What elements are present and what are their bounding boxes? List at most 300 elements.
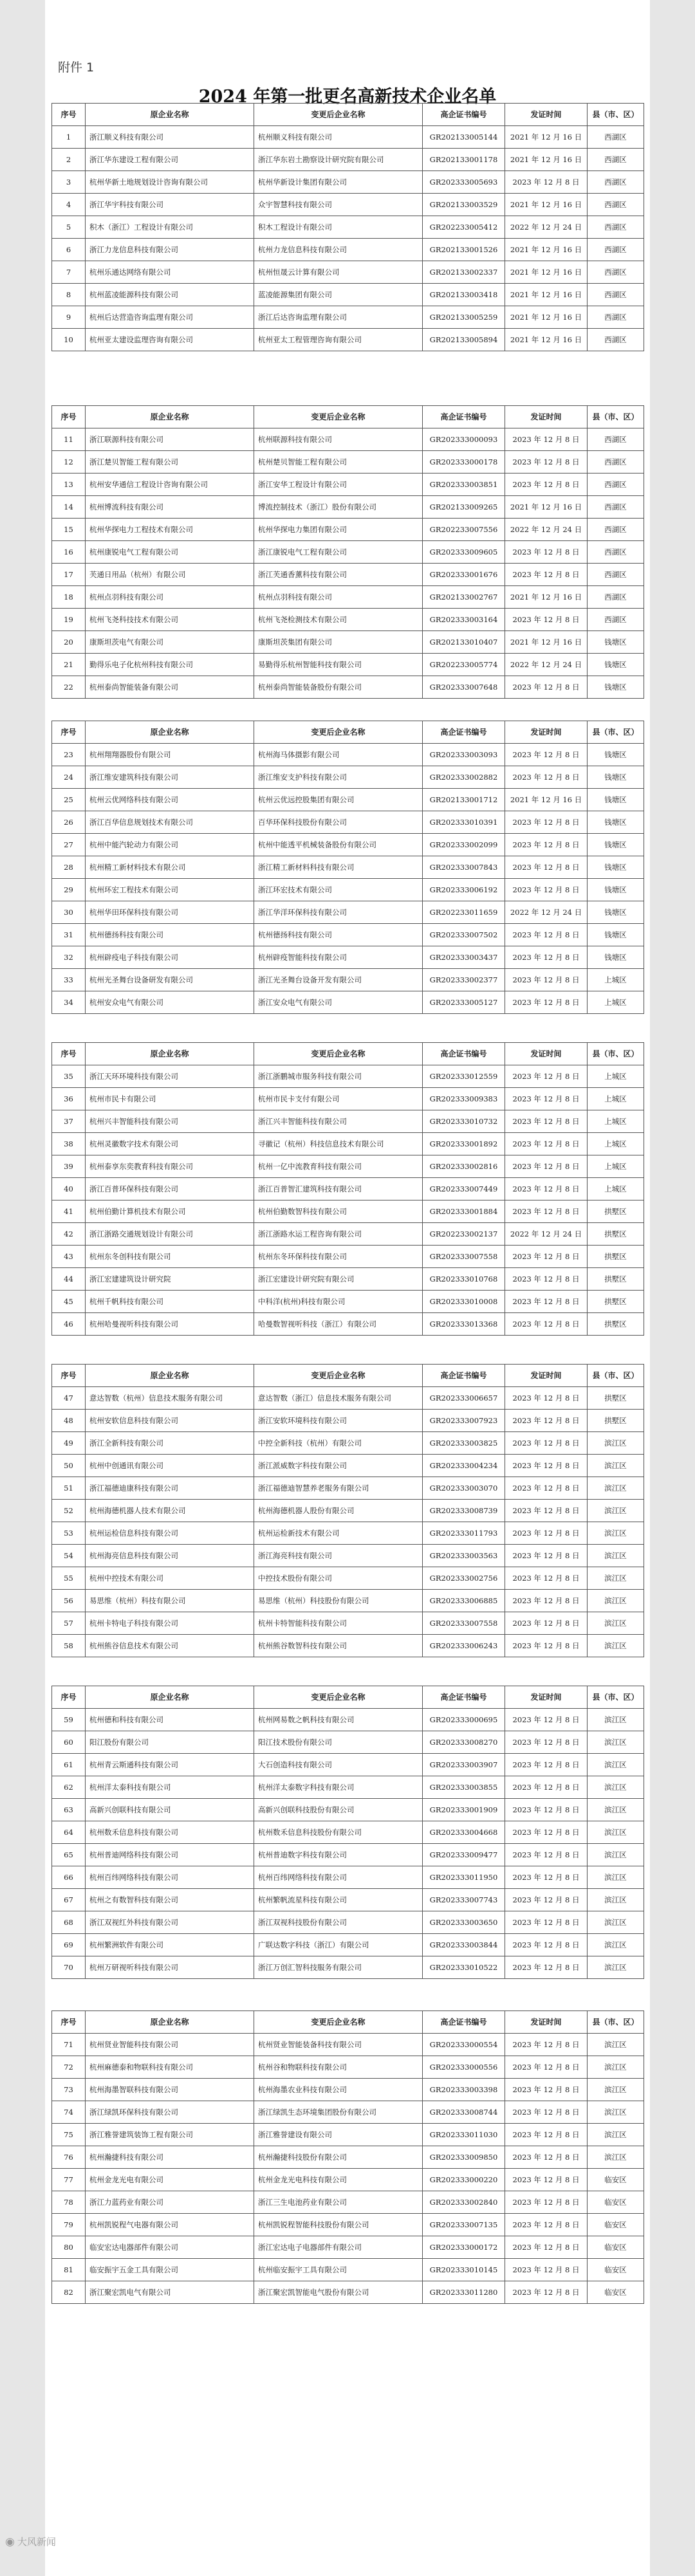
cell-new-name: 浙江兴丰智能科技有限公司 [254, 1110, 423, 1133]
cell-region: 西湖区 [588, 428, 644, 451]
cell-original-name: 杭州康锐电气工程有限公司 [86, 541, 254, 564]
table-row [52, 541, 644, 564]
cell-new-name: 易勤得乐杭州智能科技有限公司 [254, 654, 423, 676]
table-row [52, 1635, 644, 1657]
cell-seq: 52 [52, 1500, 86, 1522]
cell-issue-date: 2023 年 12 月 8 日 [505, 2056, 588, 2079]
cell-new-name: 浙江双视科技股份有限公司 [254, 1911, 423, 1934]
cell-new-name: 杭州辟疫智能科技有限公司 [254, 946, 423, 969]
cell-original-name: 浙江雅誉建筑装饰工程有限公司 [86, 2124, 254, 2146]
cell-original-name: 浙江福德迪康科技有限公司 [86, 1477, 254, 1500]
cell-issue-date: 2023 年 12 月 8 日 [505, 1291, 588, 1313]
header-seq: 序号 [52, 406, 86, 428]
cell-seq: 43 [52, 1246, 86, 1268]
header-seq: 序号 [52, 1365, 86, 1387]
cell-issue-date: 2023 年 12 月 8 日 [505, 969, 588, 991]
table-row [52, 171, 644, 194]
table-row [52, 2124, 644, 2146]
table-row [52, 654, 644, 676]
table-row [52, 1088, 644, 1110]
cell-seq: 32 [52, 946, 86, 969]
cell-issue-date: 2023 年 12 月 8 日 [505, 1612, 588, 1635]
table-row [52, 1522, 644, 1545]
cell-new-name: 易思维（杭州）科技股份有限公司 [254, 1590, 423, 1612]
cell-seq: 44 [52, 1268, 86, 1291]
cell-cert-no: GR202333000093 [423, 428, 505, 451]
cell-seq: 2 [52, 149, 86, 171]
cell-issue-date: 2023 年 12 月 8 日 [505, 946, 588, 969]
cell-original-name: 杭州伯勤计算机技术有限公司 [86, 1201, 254, 1223]
company-table [51, 1686, 644, 1979]
cell-seq: 46 [52, 1313, 86, 1336]
cell-region: 钱塘区 [588, 631, 644, 654]
cell-new-name: 浙江绿凯生态环境集团股份有限公司 [254, 2101, 423, 2124]
cell-cert-no: GR202333006885 [423, 1590, 505, 1612]
cell-cert-no: GR202233002137 [423, 1223, 505, 1246]
cell-original-name: 浙江天环环境科技有限公司 [86, 1065, 254, 1088]
cell-original-name: 杭州亚太建设监理咨询有限公司 [86, 329, 254, 351]
cell-original-name: 芙通日用品（杭州）有限公司 [86, 564, 254, 586]
cell-new-name: 浙江宏达电子电器部件有限公司 [254, 2236, 423, 2259]
cell-issue-date: 2023 年 12 月 8 日 [505, 834, 588, 856]
company-table [51, 721, 644, 1014]
cell-original-name: 浙江绿凯环保科技有限公司 [86, 2101, 254, 2124]
cell-seq: 24 [52, 766, 86, 789]
header-cert-no: 高企证书编号 [423, 1686, 505, 1709]
cell-seq: 69 [52, 1934, 86, 1956]
cell-new-name: 杭州洋太泰数字科技有限公司 [254, 1776, 423, 1799]
cell-cert-no: GR202333010008 [423, 1291, 505, 1313]
cell-original-name: 积木（浙江）工程设计有限公司 [86, 216, 254, 239]
header-seq: 序号 [52, 1686, 86, 1709]
cell-issue-date: 2023 年 12 月 8 日 [505, 1201, 588, 1223]
cell-cert-no: GR202333007923 [423, 1410, 505, 1432]
cell-seq: 75 [52, 2124, 86, 2146]
cell-cert-no: GR202333003437 [423, 946, 505, 969]
table-row [52, 1268, 644, 1291]
cell-region: 西湖区 [588, 284, 644, 306]
table-row [52, 149, 644, 171]
cell-issue-date: 2023 年 12 月 8 日 [505, 744, 588, 766]
table-row [52, 1133, 644, 1155]
cell-seq: 12 [52, 451, 86, 474]
cell-new-name: 浙江万创汇智科技服务有限公司 [254, 1956, 423, 1979]
cell-region: 滨江区 [588, 2101, 644, 2124]
cell-original-name: 杭州普迪网络科技有限公司 [86, 1844, 254, 1866]
cell-cert-no: GR202333009605 [423, 541, 505, 564]
cell-region: 钱塘区 [588, 856, 644, 879]
cell-cert-no: GR202333011793 [423, 1522, 505, 1545]
cell-cert-no: GR202333010391 [423, 811, 505, 834]
header-issue-date: 发证时间 [505, 2011, 588, 2034]
cell-seq: 19 [52, 609, 86, 631]
cell-cert-no: GR202133003529 [423, 194, 505, 216]
cell-region: 滨江区 [588, 1799, 644, 1821]
table-header-row [52, 1365, 644, 1387]
table-row [52, 1567, 644, 1590]
header-region: 县（市、区） [588, 1043, 644, 1065]
cell-issue-date: 2023 年 12 月 8 日 [505, 2214, 588, 2236]
cell-new-name: 百华环保科技股份有限公司 [254, 811, 423, 834]
cell-new-name: 杭州一亿中流教育科技有限公司 [254, 1155, 423, 1178]
header-cert-no: 高企证书编号 [423, 1365, 505, 1387]
table-row [52, 744, 644, 766]
cell-new-name: 浙江精工新材料科技有限公司 [254, 856, 423, 879]
table-row [52, 924, 644, 946]
cell-original-name: 浙江顺义科技有限公司 [86, 126, 254, 149]
cell-original-name: 杭州兴丰智能科技有限公司 [86, 1110, 254, 1133]
table-row [52, 194, 644, 216]
cell-seq: 3 [52, 171, 86, 194]
cell-issue-date: 2023 年 12 月 8 日 [505, 856, 588, 879]
cell-issue-date: 2023 年 12 月 8 日 [505, 2281, 588, 2304]
cell-issue-date: 2023 年 12 月 8 日 [505, 1821, 588, 1844]
cell-new-name: 浙江环宏技术有限公司 [254, 879, 423, 901]
table-row [52, 2056, 644, 2079]
cell-issue-date: 2023 年 12 月 8 日 [505, 1567, 588, 1590]
watermark-logo-icon: ◉ [5, 2535, 15, 2548]
cell-new-name: 杭州凯锐程智能科技股份有限公司 [254, 2214, 423, 2236]
header-region: 县（市、区） [588, 1365, 644, 1387]
cell-region: 滨江区 [588, 1956, 644, 1979]
cell-region: 临安区 [588, 2281, 644, 2304]
cell-region: 西湖区 [588, 474, 644, 496]
cell-seq: 35 [52, 1065, 86, 1088]
cell-seq: 73 [52, 2079, 86, 2101]
table-row [52, 2236, 644, 2259]
cell-region: 上城区 [588, 991, 644, 1014]
cell-region: 滨江区 [588, 1889, 644, 1911]
cell-seq: 16 [52, 541, 86, 564]
document-title: 2024 年第一批更名高新技术企业名单 [198, 87, 497, 107]
cell-cert-no: GR202333001676 [423, 564, 505, 586]
cell-new-name: 杭州瀚捷科技股份有限公司 [254, 2146, 423, 2169]
cell-new-name: 广联达数字科技（浙江）有限公司 [254, 1934, 423, 1956]
table-row [52, 1776, 644, 1799]
cell-region: 钱塘区 [588, 744, 644, 766]
cell-region: 滨江区 [588, 1612, 644, 1635]
cell-region: 临安区 [588, 2259, 644, 2281]
cell-cert-no: GR202133001712 [423, 789, 505, 811]
header-issue-date: 发证时间 [505, 104, 588, 126]
table-row [52, 1432, 644, 1455]
cell-cert-no: GR202333007135 [423, 2214, 505, 2236]
header-region: 县（市、区） [588, 406, 644, 428]
cell-new-name: 杭州市民卡支付有限公司 [254, 1088, 423, 1110]
cell-original-name: 杭州卡特电子科技有限公司 [86, 1612, 254, 1635]
cell-region: 滨江区 [588, 2124, 644, 2146]
cell-region: 拱墅区 [588, 1223, 644, 1246]
cell-issue-date: 2021 年 12 月 16 日 [505, 306, 588, 329]
cell-seq: 53 [52, 1522, 86, 1545]
cell-seq: 58 [52, 1635, 86, 1657]
cell-cert-no: GR202333005127 [423, 991, 505, 1014]
cell-new-name: 阳江技术股份有限公司 [254, 1731, 423, 1754]
cell-cert-no: GR202333003070 [423, 1477, 505, 1500]
cell-cert-no: GR202333000554 [423, 2034, 505, 2056]
cell-original-name: 杭州安华通信工程设计咨询有限公司 [86, 474, 254, 496]
header-seq: 序号 [52, 104, 86, 126]
cell-cert-no: GR202333013368 [423, 1313, 505, 1336]
cell-new-name: 杭州联源科技有限公司 [254, 428, 423, 451]
cell-original-name: 杭州千帆科技有限公司 [86, 1291, 254, 1313]
cell-cert-no: GR202333010522 [423, 1956, 505, 1979]
company-table-grid [51, 721, 644, 1014]
cell-new-name: 杭州海墨农业科技有限公司 [254, 2079, 423, 2101]
cell-issue-date: 2022 年 12 月 24 日 [505, 519, 588, 541]
cell-region: 钱塘区 [588, 834, 644, 856]
cell-original-name: 杭州华探电力工程技术有限公司 [86, 519, 254, 541]
cell-region: 拱墅区 [588, 1410, 644, 1432]
cell-issue-date: 2023 年 12 月 8 日 [505, 879, 588, 901]
cell-new-name: 中控全新科技（杭州）有限公司 [254, 1432, 423, 1455]
cell-cert-no: GR202333011280 [423, 2281, 505, 2304]
cell-region: 滨江区 [588, 1500, 644, 1522]
cell-seq: 77 [52, 2169, 86, 2191]
cell-new-name: 浙江派威数字科技有限公司 [254, 1455, 423, 1477]
cell-original-name: 杭州泰享东奕教育科技有限公司 [86, 1155, 254, 1178]
cell-region: 拱墅区 [588, 1291, 644, 1313]
cell-issue-date: 2023 年 12 月 8 日 [505, 1410, 588, 1432]
cell-region: 滨江区 [588, 1844, 644, 1866]
cell-cert-no: GR202333006192 [423, 879, 505, 901]
cell-cert-no: GR202133002337 [423, 261, 505, 284]
table-row [52, 216, 644, 239]
cell-issue-date: 2023 年 12 月 8 日 [505, 1956, 588, 1979]
cell-cert-no: GR202133002767 [423, 586, 505, 609]
cell-region: 西湖区 [588, 239, 644, 261]
table-row [52, 1709, 644, 1731]
cell-new-name: 杭州飞尧检测技术有限公司 [254, 609, 423, 631]
header-issue-date: 发证时间 [505, 1686, 588, 1709]
cell-cert-no: GR202333003398 [423, 2079, 505, 2101]
cell-issue-date: 2023 年 12 月 8 日 [505, 171, 588, 194]
cell-seq: 74 [52, 2101, 86, 2124]
company-table [51, 1364, 644, 1657]
cell-original-name: 杭州辟疫电子科技有限公司 [86, 946, 254, 969]
header-seq: 序号 [52, 2011, 86, 2034]
cell-seq: 67 [52, 1889, 86, 1911]
cell-new-name: 浙江康锐电气工程有限公司 [254, 541, 423, 564]
cell-new-name: 杭州顺义科技有限公司 [254, 126, 423, 149]
cell-seq: 82 [52, 2281, 86, 2304]
cell-region: 滨江区 [588, 1477, 644, 1500]
cell-issue-date: 2022 年 12 月 24 日 [505, 216, 588, 239]
cell-seq: 70 [52, 1956, 86, 1979]
cell-cert-no: GR202233011659 [423, 901, 505, 924]
cell-issue-date: 2023 年 12 月 8 日 [505, 1313, 588, 1336]
cell-cert-no: GR202333007502 [423, 924, 505, 946]
cell-new-name: 杭州德扬科技有限公司 [254, 924, 423, 946]
cell-region: 临安区 [588, 2214, 644, 2236]
cell-original-name: 杭州光圣舞台设备研发有限公司 [86, 969, 254, 991]
table-row [52, 1155, 644, 1178]
cell-original-name: 浙江宏建建筑设计研究院 [86, 1268, 254, 1291]
cell-cert-no: GR202333002816 [423, 1155, 505, 1178]
document-page [45, 0, 650, 2576]
cell-cert-no: GR202333003093 [423, 744, 505, 766]
header-original-name: 原企业名称 [86, 721, 254, 744]
cell-issue-date: 2023 年 12 月 8 日 [505, 1545, 588, 1567]
cell-original-name: 浙江双视红外科技有限公司 [86, 1911, 254, 1934]
cell-region: 西湖区 [588, 541, 644, 564]
cell-seq: 63 [52, 1799, 86, 1821]
header-cert-no: 高企证书编号 [423, 1043, 505, 1065]
company-table-grid [51, 1042, 644, 1336]
cell-region: 滨江区 [588, 1866, 644, 1889]
header-region: 县（市、区） [588, 104, 644, 126]
cell-original-name: 易思维（杭州）科技有限公司 [86, 1590, 254, 1612]
cell-region: 滨江区 [588, 1754, 644, 1776]
cell-cert-no: GR202233005774 [423, 654, 505, 676]
cell-new-name: 杭州运检新技术有限公司 [254, 1522, 423, 1545]
cell-issue-date: 2023 年 12 月 8 日 [505, 1799, 588, 1821]
cell-issue-date: 2023 年 12 月 8 日 [505, 2191, 588, 2214]
table-row [52, 306, 644, 329]
cell-original-name: 杭州中控技术有限公司 [86, 1567, 254, 1590]
cell-seq: 40 [52, 1178, 86, 1201]
cell-cert-no: GR202233005412 [423, 216, 505, 239]
cell-cert-no: GR202333003825 [423, 1432, 505, 1455]
cell-region: 钱塘区 [588, 901, 644, 924]
cell-new-name: 杭州云优远控股集团有限公司 [254, 789, 423, 811]
cell-original-name: 杭州哈曼视听科技有限公司 [86, 1313, 254, 1336]
table-row [52, 1500, 644, 1522]
header-cert-no: 高企证书编号 [423, 406, 505, 428]
cell-issue-date: 2021 年 12 月 16 日 [505, 496, 588, 519]
cell-seq: 66 [52, 1866, 86, 1889]
cell-cert-no: GR202133005259 [423, 306, 505, 329]
cell-original-name: 杭州繁洲软件有限公司 [86, 1934, 254, 1956]
table-row [52, 631, 644, 654]
cell-original-name: 浙江聚宏凯电气有限公司 [86, 2281, 254, 2304]
cell-region: 滨江区 [588, 2146, 644, 2169]
cell-issue-date: 2023 年 12 月 8 日 [505, 1844, 588, 1866]
header-original-name: 原企业名称 [86, 1043, 254, 1065]
cell-cert-no: GR202333011030 [423, 2124, 505, 2146]
cell-cert-no: GR202333002099 [423, 834, 505, 856]
cell-seq: 34 [52, 991, 86, 1014]
cell-cert-no: GR202333003844 [423, 1934, 505, 1956]
cell-original-name: 杭州熊谷信息技术有限公司 [86, 1635, 254, 1657]
cell-new-name: 杭州华新设计集团有限公司 [254, 171, 423, 194]
cell-issue-date: 2021 年 12 月 16 日 [505, 261, 588, 284]
table-row [52, 1110, 644, 1133]
cell-new-name: 康斯坦茨集团有限公司 [254, 631, 423, 654]
cell-seq: 28 [52, 856, 86, 879]
cell-issue-date: 2023 年 12 月 8 日 [505, 1866, 588, 1889]
cell-new-name: 浙江三生电池药业有限公司 [254, 2191, 423, 2214]
header-new-name: 变更后企业名称 [254, 721, 423, 744]
table-row [52, 1223, 644, 1246]
cell-new-name: 杭州伯勤数智科技有限公司 [254, 1201, 423, 1223]
cell-original-name: 勤得乐电子化杭州科技有限公司 [86, 654, 254, 676]
header-region: 县（市、区） [588, 721, 644, 744]
cell-issue-date: 2023 年 12 月 8 日 [505, 1754, 588, 1776]
cell-new-name: 中控技术股份有限公司 [254, 1567, 423, 1590]
cell-region: 西湖区 [588, 519, 644, 541]
cell-original-name: 杭州市民卡有限公司 [86, 1088, 254, 1110]
cell-original-name: 杭州运检信息科技有限公司 [86, 1522, 254, 1545]
cell-new-name: 杭州贤业智能装备科技有限公司 [254, 2034, 423, 2056]
cell-new-name: 杭州繁帆流星科技有限公司 [254, 1889, 423, 1911]
cell-issue-date: 2023 年 12 月 8 日 [505, 1911, 588, 1934]
cell-seq: 62 [52, 1776, 86, 1799]
cell-original-name: 浙江力蓝药业有限公司 [86, 2191, 254, 2214]
cell-new-name: 杭州楚贝智能工程有限公司 [254, 451, 423, 474]
company-table-grid [51, 2010, 644, 2304]
cell-new-name: 杭州东冬环保科技有限公司 [254, 1246, 423, 1268]
table-row [52, 451, 644, 474]
header-new-name: 变更后企业名称 [254, 2011, 423, 2034]
cell-region: 西湖区 [588, 496, 644, 519]
cell-issue-date: 2023 年 12 月 8 日 [505, 924, 588, 946]
cell-cert-no: GR202333003650 [423, 1911, 505, 1934]
table-row [52, 811, 644, 834]
cell-seq: 8 [52, 284, 86, 306]
cell-original-name: 杭州蓝凌能源科技有限公司 [86, 284, 254, 306]
cell-new-name: 高新兴创联科技股份有限公司 [254, 1799, 423, 1821]
cell-seq: 48 [52, 1410, 86, 1432]
cell-seq: 42 [52, 1223, 86, 1246]
table-row [52, 1754, 644, 1776]
cell-issue-date: 2021 年 12 月 16 日 [505, 789, 588, 811]
cell-region: 钱塘区 [588, 879, 644, 901]
table-row [52, 1201, 644, 1223]
cell-region: 西湖区 [588, 329, 644, 351]
header-issue-date: 发证时间 [505, 1365, 588, 1387]
cell-new-name: 浙江华东岩土勘察设计研究院有限公司 [254, 149, 423, 171]
cell-seq: 60 [52, 1731, 86, 1754]
cell-issue-date: 2023 年 12 月 8 日 [505, 1889, 588, 1911]
table-row [52, 969, 644, 991]
cell-region: 滨江区 [588, 1635, 644, 1657]
table-row [52, 1410, 644, 1432]
cell-seq: 15 [52, 519, 86, 541]
cell-region: 滨江区 [588, 1522, 644, 1545]
cell-region: 上城区 [588, 1088, 644, 1110]
cell-cert-no: GR202333004234 [423, 1455, 505, 1477]
cell-seq: 1 [52, 126, 86, 149]
cell-issue-date: 2023 年 12 月 8 日 [505, 564, 588, 586]
cell-seq: 57 [52, 1612, 86, 1635]
cell-issue-date: 2023 年 12 月 8 日 [505, 1432, 588, 1455]
cell-new-name: 杭州华探电力集团有限公司 [254, 519, 423, 541]
table-header-row [52, 406, 644, 428]
cell-seq: 65 [52, 1844, 86, 1866]
cell-new-name: 众宇智慧科技有限公司 [254, 194, 423, 216]
cell-cert-no: GR202333003851 [423, 474, 505, 496]
cell-original-name: 杭州东冬创科技有限公司 [86, 1246, 254, 1268]
cell-seq: 49 [52, 1432, 86, 1455]
cell-new-name: 杭州海马体摄影有限公司 [254, 744, 423, 766]
cell-issue-date: 2023 年 12 月 8 日 [505, 2079, 588, 2101]
cell-original-name: 杭州海德机器人技术有限公司 [86, 1500, 254, 1522]
cell-issue-date: 2021 年 12 月 16 日 [505, 329, 588, 351]
cell-seq: 7 [52, 261, 86, 284]
header-original-name: 原企业名称 [86, 406, 254, 428]
table-row [52, 1866, 644, 1889]
cell-cert-no: GR202333007648 [423, 676, 505, 699]
cell-seq: 33 [52, 969, 86, 991]
cell-seq: 76 [52, 2146, 86, 2169]
cell-issue-date: 2021 年 12 月 16 日 [505, 194, 588, 216]
cell-region: 西湖区 [588, 149, 644, 171]
table-header-row [52, 1686, 644, 1709]
cell-region: 上城区 [588, 969, 644, 991]
cell-region: 上城区 [588, 1110, 644, 1133]
cell-original-name: 杭州云优网络科技有限公司 [86, 789, 254, 811]
